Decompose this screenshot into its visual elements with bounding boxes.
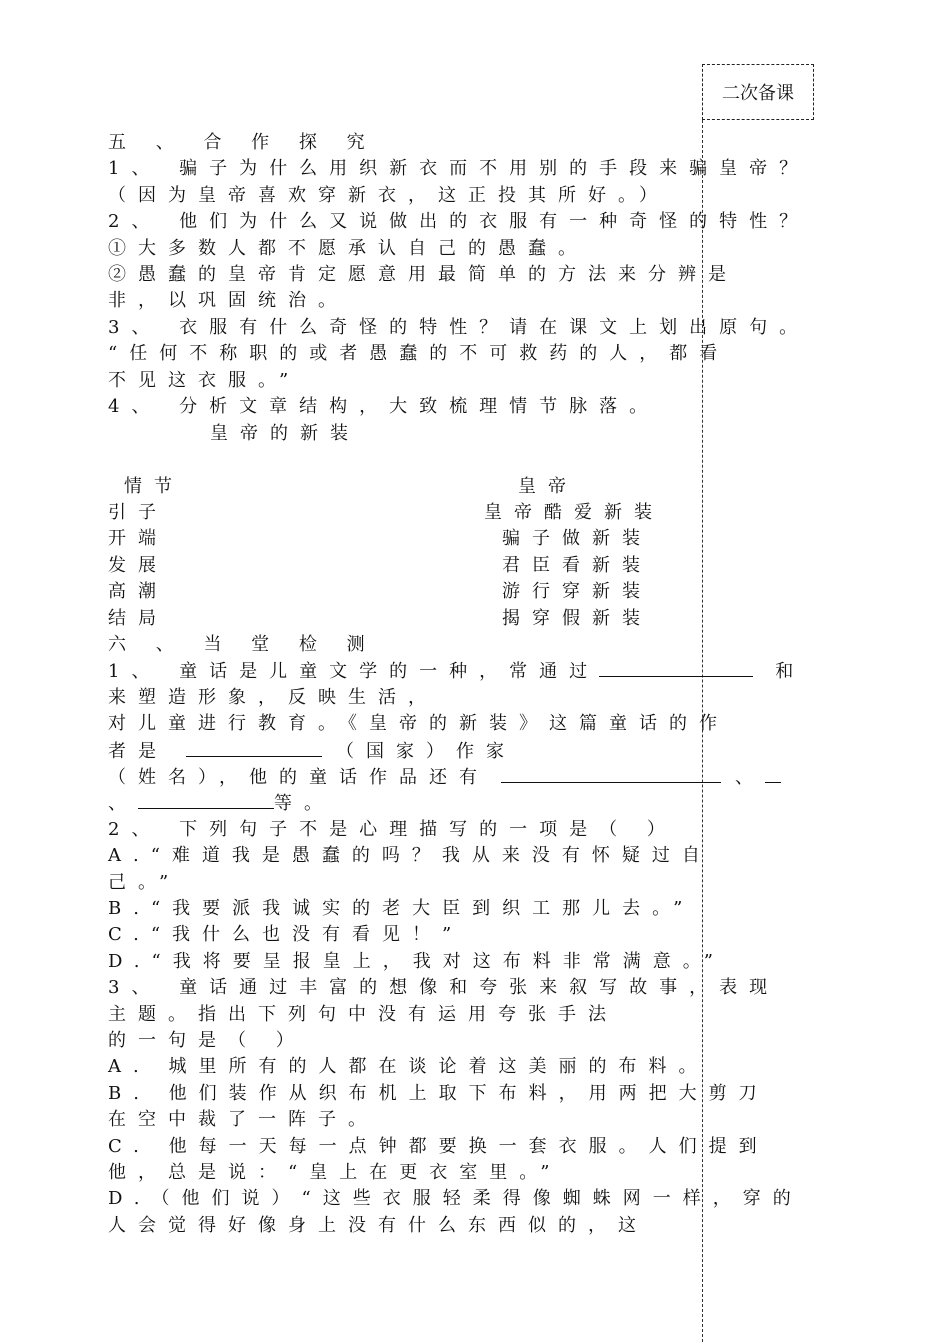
s6-q1-etc: 等。 (274, 793, 334, 814)
answer-blank[interactable] (138, 792, 274, 809)
s6-q3-l3: 的一句是（ ） (108, 1030, 306, 1051)
s6-q3-B2: 在空中裁了一阵子。 (108, 1109, 378, 1130)
table-stage: 开端 (108, 528, 168, 549)
s6-q2-C: C.“我什么也没有看见！” (108, 924, 464, 945)
s6-q1-line6 (108, 792, 334, 815)
s5-a3a: “任何不称职的或者愚蠢的不可救药的人，都看 (108, 343, 730, 364)
table-header-plot: 情节 (124, 476, 184, 497)
s6-q1-text: 1、 童话是儿童文学的一种，常通过 (108, 661, 600, 682)
s5-q1: 1、 骗子为什么用织新衣而不用别的手段来骗皇帝？ (108, 158, 810, 179)
section6-heading: 六 、 当 堂 检 测 (108, 634, 377, 655)
s6-q1-line2: 来塑造形象，反映生活， (108, 687, 438, 708)
s5-a3b: 不见这衣服。” (108, 370, 301, 391)
table-stage: 发展 (108, 555, 168, 576)
section5-heading: 五 、 合 作 探 究 (108, 132, 377, 153)
answer-blank[interactable] (599, 660, 753, 677)
s6-q3-A: A. 城里所有的人都在谈论着这美丽的布料。 (108, 1056, 709, 1077)
secondary-prep-box (702, 64, 814, 120)
s6-q2-A1: A.“难道我是愚蠢的吗？我从来没有怀疑过自 (108, 845, 712, 866)
table-header-emperor: 皇帝 (518, 476, 578, 497)
s6-q1-country: （国家）作家 (336, 741, 516, 762)
s6-q1-comma2: 、 (108, 793, 138, 814)
table-event: 揭穿假新装 (502, 608, 652, 629)
table-stage: 高潮 (108, 581, 168, 602)
s6-q3-C1: C. 他每一天每一点钟都要换一套衣服。人们提到 (108, 1136, 769, 1157)
s6-q3-D2: 人会觉得好像身上没有什么东西似的，这 (108, 1215, 648, 1236)
s6-q1-name: （姓名），他的童话作品还有 (108, 767, 489, 788)
answer-blank[interactable] (186, 740, 322, 757)
s6-q3-l2: 主题。指出下列句中没有运用夸张手法 (108, 1004, 618, 1025)
s6-q3-l1: 3、 童话通过丰富的想像和夸张来叙写故事，表现 (108, 977, 780, 998)
s6-q1-line4 (108, 740, 516, 763)
s6-q2: 2、 下列句子不是心理描写的一项是（ ） (108, 819, 677, 840)
s5-q4: 4、 分析文章结构，大致梳理情节脉落。 (108, 396, 660, 417)
s6-q3-B1: B. 他们装作从织布机上取下布料，用两把大剪刀 (108, 1083, 769, 1104)
s6-q1-line3: 对儿童进行教育。《皇帝的新装》这篇童话的作 (108, 713, 729, 734)
secondary-prep-label: 二次备课 (722, 83, 794, 104)
story-title: 皇帝的新装 (210, 423, 360, 444)
s5-q2: 2、 他们为什么又说做出的衣服有一种奇怪的特性？ (108, 211, 810, 232)
s6-q3-D1: D.（他们说）“这些衣服轻柔得像蜘蛛网一样，穿的 (108, 1188, 803, 1209)
table-event: 骗子做新装 (502, 528, 652, 549)
s6-q3-C2: 他，总是说：“皇上在更衣室里。” (108, 1162, 562, 1183)
s6-q1-line1 (108, 660, 805, 683)
answer-blank[interactable] (765, 766, 781, 783)
s6-q2-A2: 己。” (108, 872, 181, 893)
s5-a2-2b: 非，以巩固统治。 (108, 290, 348, 311)
answer-blank[interactable] (501, 766, 721, 783)
table-event: 君臣看新装 (502, 555, 652, 576)
s5-a1: （因为皇帝喜欢穿新衣，这正投其所好。） (108, 185, 669, 206)
s5-a2-2a: ②愚蠢的皇帝肯定愿意用最简单的方法来分辨是 (108, 264, 738, 285)
s6-q1-line5 (108, 766, 781, 789)
s5-a2-1: ①大多数人都不愿承认自己的愚蠢。 (108, 238, 588, 259)
table-stage: 引子 (108, 502, 168, 523)
table-event: 皇帝酷爱新装 (484, 502, 664, 523)
table-event: 游行穿新装 (502, 581, 652, 602)
s6-q1-author-label: 者是 (108, 741, 168, 762)
s6-q1-comma: 、 (735, 767, 765, 788)
s5-q3: 3、 衣服有什么奇怪的特性？请在课文上划出原句。 (108, 317, 810, 338)
s6-q2-B: B.“我要派我诚实的老大臣到织工那儿去。” (108, 898, 695, 919)
table-stage: 结局 (108, 608, 168, 629)
s6-q2-D: D.“我将要呈报皇上，我对这布料非常满意。” (108, 951, 725, 972)
s6-q1-and: 和 (775, 661, 806, 682)
